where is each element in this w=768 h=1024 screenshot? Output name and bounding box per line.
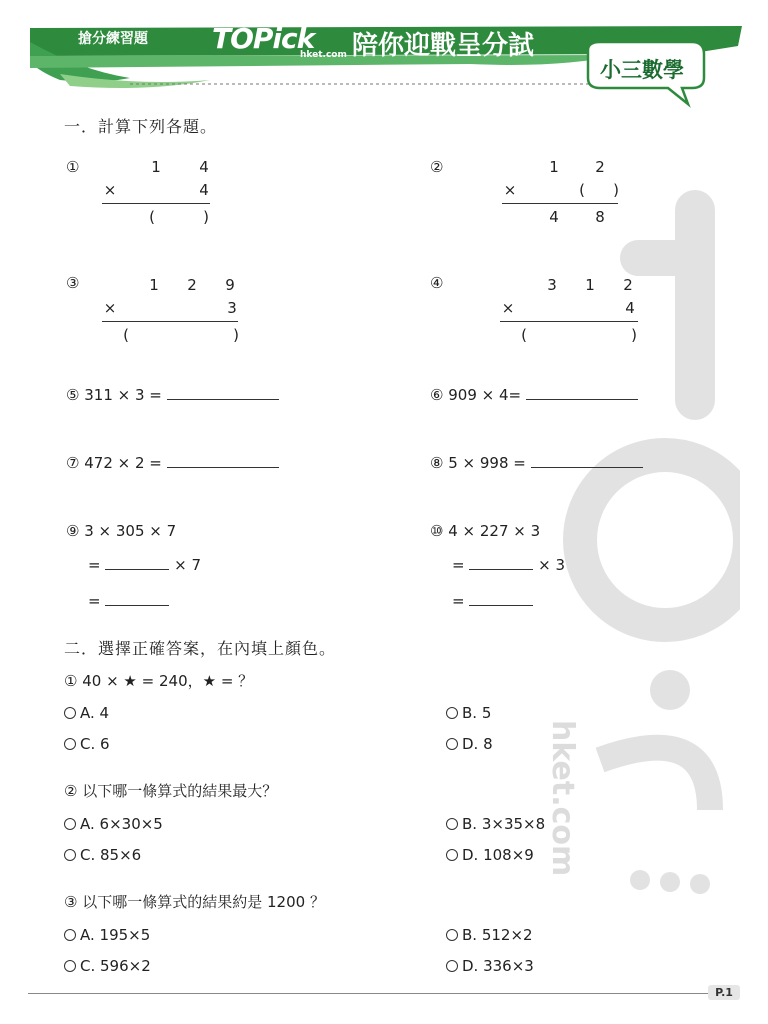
mc-question-3 (64, 893, 325, 911)
radio-circle-icon[interactable] (446, 707, 458, 719)
mc-question-1 (64, 672, 253, 690)
expression: 3 × 305 × 7 (84, 522, 177, 540)
radio-circle-icon[interactable] (446, 818, 458, 830)
question-text: 40 × ★ = 240，★ = ？ (82, 672, 254, 690)
answer-bracket-open: ( (521, 326, 527, 344)
equals-sign: = (452, 592, 465, 610)
answer-blank[interactable] (167, 386, 279, 400)
problem-line-2 (452, 556, 565, 574)
header-title: 陪你迎戰呈分試 (352, 31, 535, 61)
equals-sign: = (88, 592, 101, 610)
option-a[interactable] (64, 926, 150, 944)
digit: 2 (595, 158, 605, 176)
watermark-site: hket.com (545, 720, 580, 877)
digit: 2 (623, 276, 633, 294)
option-b[interactable] (446, 815, 545, 833)
radio-circle-icon[interactable] (64, 738, 76, 750)
answer-bracket-open: ( (579, 181, 585, 199)
radio-circle-icon[interactable] (64, 818, 76, 830)
option-b[interactable] (446, 704, 491, 722)
multiply-sign: × (501, 299, 515, 317)
digit: 4 (625, 299, 635, 317)
digit: 1 (149, 276, 159, 294)
section2-title: 二．選擇正確答案，在內填上顏色。 (64, 639, 337, 658)
answer-blank[interactable] (531, 454, 643, 468)
problem-number: ⑥ (430, 386, 444, 404)
equals-sign: = (452, 556, 465, 574)
multiply-sign: × (103, 299, 117, 317)
option-label: A. 6×30×5 (80, 815, 163, 833)
radio-circle-icon[interactable] (446, 849, 458, 861)
multiply-sign: × (103, 181, 117, 199)
logo-subtext: hket.com (300, 50, 347, 60)
expression: 909 × 4= (448, 386, 522, 404)
option-b[interactable] (446, 926, 533, 944)
digit: 1 (151, 158, 161, 176)
problem-line-2 (88, 556, 201, 574)
problem-number: ③ (66, 274, 80, 292)
watermark (545, 160, 740, 920)
answer-blank[interactable] (105, 592, 169, 606)
problem-line-3 (452, 592, 533, 610)
option-c[interactable] (64, 846, 141, 864)
problem-line-1 (66, 522, 176, 540)
sum-line (502, 203, 618, 204)
sum-line (102, 203, 210, 204)
answer-bracket-close: ) (613, 181, 619, 199)
question-number: ① (64, 672, 78, 690)
radio-circle-icon[interactable] (64, 849, 76, 861)
sum-line (102, 321, 238, 322)
problem-number: ⑤ (66, 386, 80, 404)
radio-circle-icon[interactable] (446, 960, 458, 972)
footer-divider (28, 993, 740, 994)
question-number: ③ (64, 893, 78, 911)
question-text: 以下哪一條算式的結果最大？ (82, 782, 278, 800)
horizontal-problem-8 (430, 454, 643, 472)
answer-bracket-open: ( (149, 208, 155, 226)
answer-bracket-close: ) (233, 326, 239, 344)
option-a[interactable] (64, 704, 109, 722)
digit: 1 (585, 276, 595, 294)
watermark-logo (560, 160, 740, 920)
option-d[interactable] (446, 846, 534, 864)
problem-number: ⑦ (66, 454, 80, 472)
digit: 8 (595, 208, 605, 226)
problem-number: ④ (430, 274, 444, 292)
horizontal-problem-7 (66, 454, 279, 472)
option-label: B. 3×35×8 (462, 815, 546, 833)
digit: 2 (187, 276, 197, 294)
option-label: B. 512×2 (462, 926, 533, 944)
option-label: C. 85×6 (80, 846, 142, 864)
problem-line-1 (430, 522, 540, 540)
radio-circle-icon[interactable] (446, 738, 458, 750)
option-c[interactable] (64, 957, 151, 975)
answer-blank[interactable] (469, 556, 533, 570)
digit: 9 (225, 276, 235, 294)
sum-line (500, 321, 638, 322)
digit: 4 (549, 208, 559, 226)
digit: 4 (199, 158, 209, 176)
option-label: D. 8 (462, 735, 493, 753)
mc-question-2 (64, 782, 277, 800)
radio-circle-icon[interactable] (64, 929, 76, 941)
horizontal-problem-5 (66, 386, 279, 404)
equals-sign: = (88, 556, 101, 574)
section1-title: 一．計算下列各題。 (64, 117, 218, 136)
header-label: 搶分練習題 (78, 31, 148, 47)
question-text: 以下哪一條算式的結果約是 1200 ？ (82, 893, 325, 911)
expression-tail: × 7 (174, 556, 202, 574)
problem-number: ⑩ (430, 522, 444, 540)
option-label: B. 5 (462, 704, 492, 722)
option-label: A. 4 (80, 704, 110, 722)
answer-blank[interactable] (167, 454, 279, 468)
option-label: C. 596×2 (80, 957, 151, 975)
radio-circle-icon[interactable] (64, 960, 76, 972)
digit: 3 (547, 276, 557, 294)
problem-number: ② (430, 158, 444, 176)
radio-circle-icon[interactable] (446, 929, 458, 941)
option-d[interactable] (446, 957, 534, 975)
answer-blank[interactable] (105, 556, 169, 570)
subject-badge: 小三數學 (600, 58, 684, 82)
answer-bracket-open: ( (123, 326, 129, 344)
option-a[interactable] (64, 815, 163, 833)
radio-circle-icon[interactable] (64, 707, 76, 719)
expression: 472 × 2 = (84, 454, 162, 472)
problem-line-3 (88, 592, 169, 610)
answer-bracket-close: ) (203, 208, 209, 226)
option-label: D. 108×9 (462, 846, 534, 864)
page-number: P.1 (708, 985, 740, 1000)
digit: 3 (227, 299, 237, 317)
problem-number: ⑧ (430, 454, 444, 472)
option-label: A. 195×5 (80, 926, 151, 944)
topick-logo: TOPick (212, 22, 315, 55)
answer-bracket-close: ) (631, 326, 637, 344)
expression-tail: × 3 (538, 556, 566, 574)
header-banner (0, 0, 768, 110)
option-c[interactable] (64, 735, 110, 753)
horizontal-problem-6 (430, 386, 638, 404)
answer-blank[interactable] (469, 592, 533, 606)
expression: 5 × 998 = (448, 454, 526, 472)
expression: 311 × 3 = (84, 386, 162, 404)
option-d[interactable] (446, 735, 493, 753)
digit: 4 (199, 181, 209, 199)
option-label: D. 336×3 (462, 957, 534, 975)
digit: 1 (549, 158, 559, 176)
multiply-sign: × (503, 181, 517, 199)
question-number: ② (64, 782, 78, 800)
problem-number: ⑨ (66, 522, 80, 540)
answer-blank[interactable] (526, 386, 638, 400)
expression: 4 × 227 × 3 (448, 522, 541, 540)
option-label: C. 6 (80, 735, 110, 753)
problem-number: ① (66, 158, 80, 176)
